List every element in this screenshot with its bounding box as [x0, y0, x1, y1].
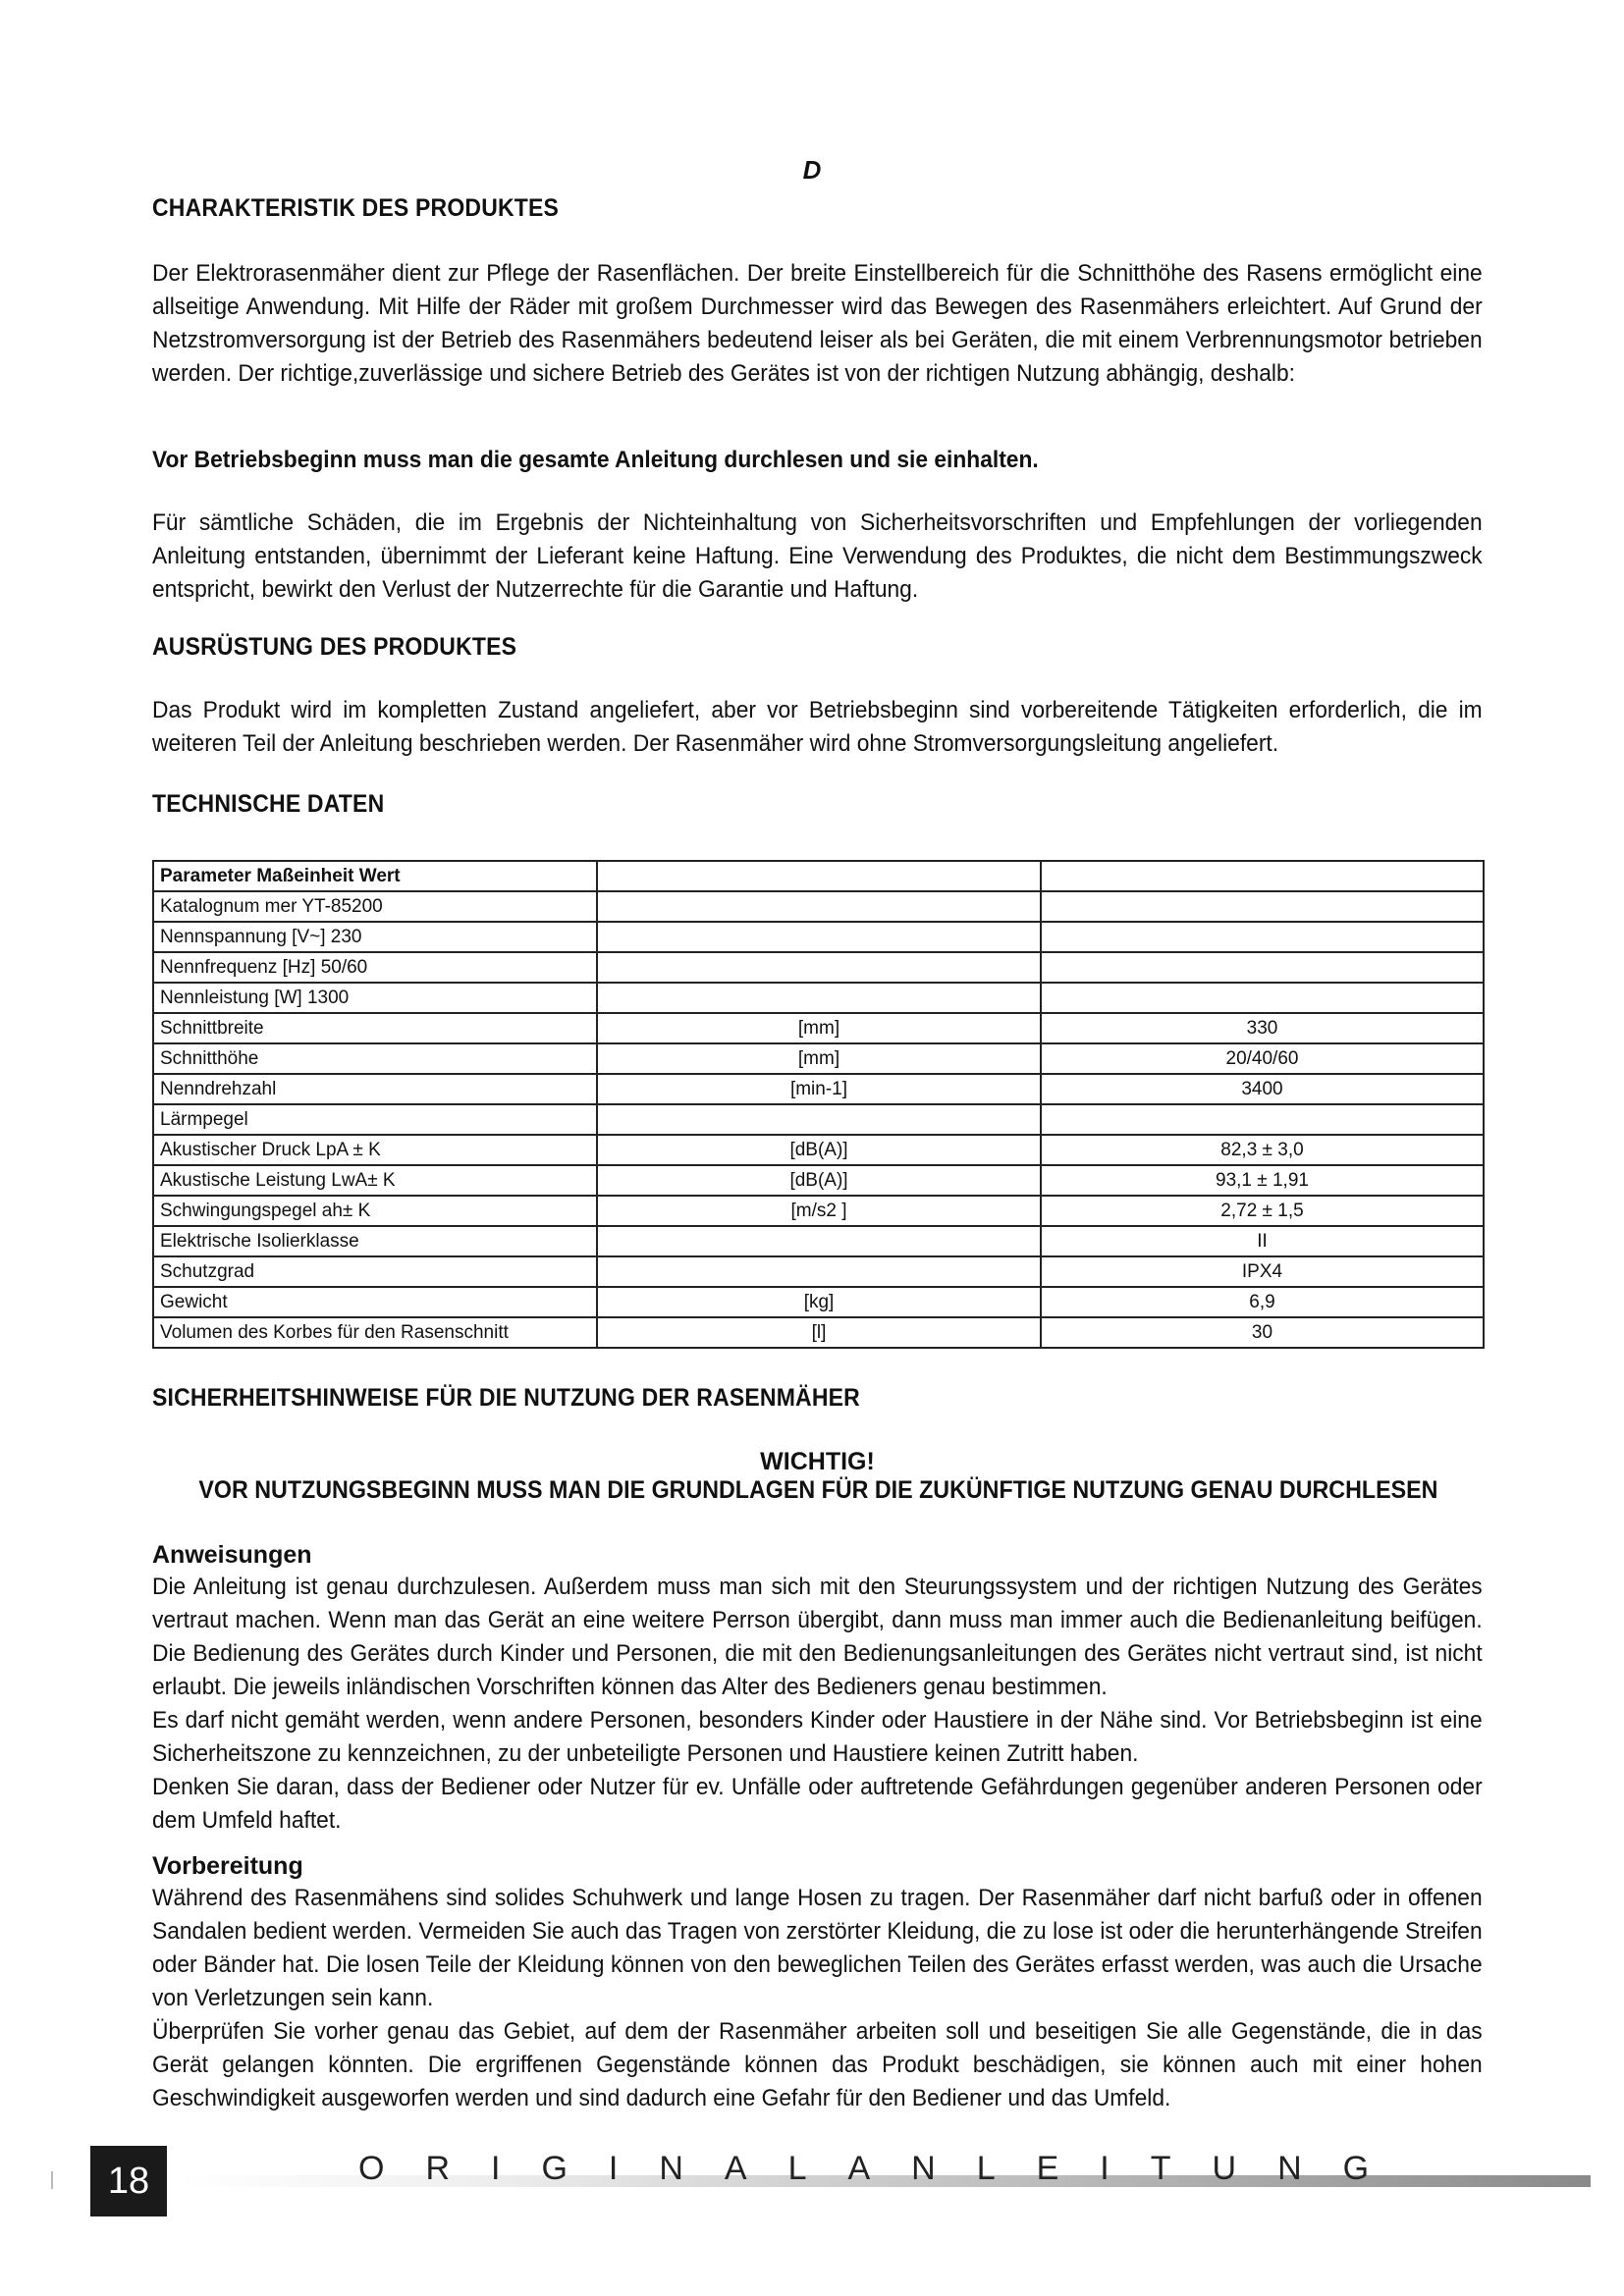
characteristic-paragraph-wrap	[152, 257, 1483, 391]
preparation-wrap	[152, 1850, 1483, 2115]
table-cell: Elektrische Isolierklasse	[153, 1226, 597, 1256]
safety-section	[152, 1384, 1483, 1413]
table-cell	[1041, 861, 1484, 891]
table-cell	[597, 1226, 1041, 1256]
table-cell: [l]	[597, 1317, 1041, 1348]
table-cell: Nennfrequenz [Hz] 50/60	[153, 952, 597, 983]
table-cell	[1041, 952, 1484, 983]
table-row	[153, 1317, 1484, 1348]
table-cell: 82,3 ± 3,0	[1041, 1135, 1484, 1165]
safety-title: SICHERHEITSHINWEISE FÜR DIE NUTZUNG DER RASENMÄHER	[152, 1384, 860, 1412]
table-cell: Schwingungspegel ah± K	[153, 1196, 597, 1226]
table-row	[153, 861, 1484, 891]
table-cell: II	[1041, 1226, 1484, 1256]
table-row	[153, 1013, 1484, 1043]
table-row	[153, 983, 1484, 1013]
table-row	[153, 1287, 1484, 1317]
equipment-title: AUSRÜSTUNG DES PRODUKTES	[152, 633, 517, 661]
technical-section	[152, 790, 1483, 819]
table-cell: Akustische Leistung LwA± K	[153, 1165, 597, 1196]
preparation-title: Vorbereitung	[152, 1852, 303, 1880]
table-cell	[597, 861, 1041, 891]
table-cell: 20/40/60	[1041, 1043, 1484, 1074]
liability-wrap	[152, 507, 1483, 607]
edge-mark	[51, 2171, 53, 2189]
important-wrap	[152, 1448, 1483, 1505]
characteristic-paragraph: Der Elektrorasenmäher dient zur Pflege der Rasenflächen. Der breite Einstellbereich für die Schnitthöhe des Rasens ermöglicht eine allseitige Anwendung. Mit Hilfe der Räder mit großem Durchmesser wird das Bewegen des Rasenmähers erleichtert. Auf Grund der Netzstromversorgung ist der Betrieb des Rasenmähers bedeutend leiser als bei Geräten, die mit einem Verbrennungsmotor betrieben werden. Der richtige,zuverlässige und sichere Betrieb des Gerätes ist von der richtigen Nutzung abhängig, deshalb:	[152, 260, 1483, 387]
equipment-paragraph: Das Produkt wird im kompletten Zustand angeliefert, aber vor Betriebsbeginn sind vorbereitende Tätigkeiten erforderlich, die im weiteren Teil der Anleitung beschrieben werden. Der Rasenmäher wird ohne Stromversorgungsleitung angeliefert.	[152, 697, 1483, 757]
table-row	[153, 1196, 1484, 1226]
table-row	[153, 1074, 1484, 1104]
equipment-paragraph-wrap	[152, 694, 1483, 761]
table-cell: 93,1 ± 1,91	[1041, 1165, 1484, 1196]
warning-text: Vor Betriebsbeginn muss man die gesamte Anleitung durchlesen und sie einhalten.	[152, 447, 1039, 473]
table-cell	[1041, 891, 1484, 922]
language-marker: D	[802, 155, 822, 185]
table-cell	[1041, 983, 1484, 1013]
table-row	[153, 891, 1484, 922]
table-cell: Katalognum mer YT-85200	[153, 891, 597, 922]
important-subtitle: VOR NUTZUNGSBEGINN MUSS MAN DIE GRUNDLAGEN FÜR DIE ZUKÜNFTIGE NUTZUNG GENAU DURCHLESEN	[198, 1476, 1438, 1504]
table-cell: Lärmpegel	[153, 1104, 597, 1135]
table-cell: [dB(A)]	[597, 1135, 1041, 1165]
table-cell: Nennspannung [V~] 230	[153, 922, 597, 952]
technical-table	[152, 860, 1485, 1349]
footer-label: ORIGINALANLEITUNG	[358, 2150, 1411, 2187]
table-row	[153, 1226, 1484, 1256]
table-cell: 330	[1041, 1013, 1484, 1043]
table-cell: Schutzgrad	[153, 1256, 597, 1287]
table-cell: Nenndrehzahl	[153, 1074, 597, 1104]
table-cell	[597, 952, 1041, 983]
table-cell: [kg]	[597, 1287, 1041, 1317]
liability-paragraph: Für sämtliche Schäden, die im Ergebnis der Nichteinhaltung von Sicherheitsvorschriften und Empfehlungen der vorliegenden Anleitung entstanden, übernimmt der Lieferant keine Haftung. Eine Verwendung des Produktes, die nicht dem Bestimmungszweck entspricht, bewirkt den Verlust der Nutzerrechte für die Garantie und Haftung.	[152, 509, 1483, 603]
table-cell: Parameter Maßeinheit Wert	[153, 861, 597, 891]
table-cell: [mm]	[597, 1043, 1041, 1074]
table-cell	[597, 983, 1041, 1013]
table-row	[153, 1165, 1484, 1196]
table-cell	[597, 922, 1041, 952]
table-cell: 2,72 ± 1,5	[1041, 1196, 1484, 1226]
table-cell	[597, 1256, 1041, 1287]
technical-table-wrap	[152, 860, 1483, 1349]
table-cell: Schnittbreite	[153, 1013, 597, 1043]
table-cell: Akustischer Druck LpA ± K	[153, 1135, 597, 1165]
instructions-title: Anweisungen	[152, 1541, 312, 1569]
characteristic-section	[152, 194, 1483, 223]
table-cell: 3400	[1041, 1074, 1484, 1104]
instructions-wrap	[152, 1539, 1483, 1838]
table-cell	[1041, 922, 1484, 952]
table-cell: Volumen des Korbes für den Rasenschnitt	[153, 1317, 597, 1348]
table-cell: [min-1]	[597, 1074, 1041, 1104]
table-cell: Schnitthöhe	[153, 1043, 597, 1074]
table-cell	[597, 891, 1041, 922]
table-cell: 6,9	[1041, 1287, 1484, 1317]
table-cell	[1041, 1104, 1484, 1135]
table-row	[153, 1135, 1484, 1165]
page-number: 18	[90, 2146, 167, 2216]
table-cell: [mm]	[597, 1013, 1041, 1043]
table-row	[153, 1256, 1484, 1287]
table-cell: Gewicht	[153, 1287, 597, 1317]
table-row	[153, 922, 1484, 952]
table-cell: [dB(A)]	[597, 1165, 1041, 1196]
characteristic-title: CHARAKTERISTIK DES PRODUKTES	[152, 194, 560, 222]
instructions-paragraph-2: Es darf nicht gemäht werden, wenn andere Personen, besonders Kinder oder Haustiere in der Nähe sind. Vor Betriebsbeginn ist eine Sicherheitszone zu kennzeichnen, zu der unbeteiligte Personen und Haustiere keinen Zutritt haben.	[152, 1707, 1483, 1767]
preparation-paragraph-1: Während des Rasenmähens sind solides Schuhwerk und lange Hosen zu tragen. Der Rasenmäher darf nicht barfuß oder in offenen Sandalen bedient werden. Vermeiden Sie auch das Tragen von zerstörter Kleidung, die zu lose ist oder die herunterhängende Streifen oder Bänder hat. Die losen Teile der Kleidung können von den beweglichen Teilen des Gerätes erfasst werden, was auch die Ursache von Verletzungen sein kann.	[152, 1885, 1483, 2011]
table-row	[153, 1104, 1484, 1135]
instructions-paragraph-1: Die Anleitung ist genau durchzulesen. Außerdem muss man sich mit den Steurungssystem und der richtigen Nutzung des Gerätes vertraut machen. Wenn man das Gerät an eine weitere Perrson übergibt, dann muss man immer auch die Bedienanleitung beifügen. Die Bedienung des Gerätes durch Kinder und Personen, die mit den Bedienungsanleitungen des Gerätes nicht vertraut sind, ist nicht erlaubt. Die jeweils inländischen Vorschriften können das Alter des Bedieners genau bestimmen.	[152, 1574, 1483, 1700]
table-cell: [m/s2 ]	[597, 1196, 1041, 1226]
table-cell: Nennleistung [W] 1300	[153, 983, 597, 1013]
table-row	[153, 1043, 1484, 1074]
table-row	[153, 952, 1484, 983]
table-cell: IPX4	[1041, 1256, 1484, 1287]
equipment-section	[152, 633, 1483, 662]
table-cell	[597, 1104, 1041, 1135]
preparation-paragraph-2: Überprüfen Sie vorher genau das Gebiet, auf dem der Rasenmäher arbeiten soll und beseitigen Sie alle Gegenstände, die in das Gerät gelangen könnten. Die ergriffenen Gegenstände können das Produkt beschädigen, sie können auch mit einer hohen Geschwindigkeit ausgeworfen werden und sind dadurch eine Gefahr für den Bediener und das Umfeld.	[152, 2018, 1483, 2111]
technical-title: TECHNISCHE DATEN	[152, 790, 385, 818]
important-label: WICHTIG!	[760, 1448, 875, 1475]
table-cell: 30	[1041, 1317, 1484, 1348]
instructions-paragraph-3: Denken Sie daran, dass der Bediener oder Nutzer für ev. Unfälle oder auftretende Gefährdungen gegenüber anderen Personen oder dem Umfeld haftet.	[152, 1774, 1483, 1834]
warning-wrap	[152, 444, 1483, 477]
